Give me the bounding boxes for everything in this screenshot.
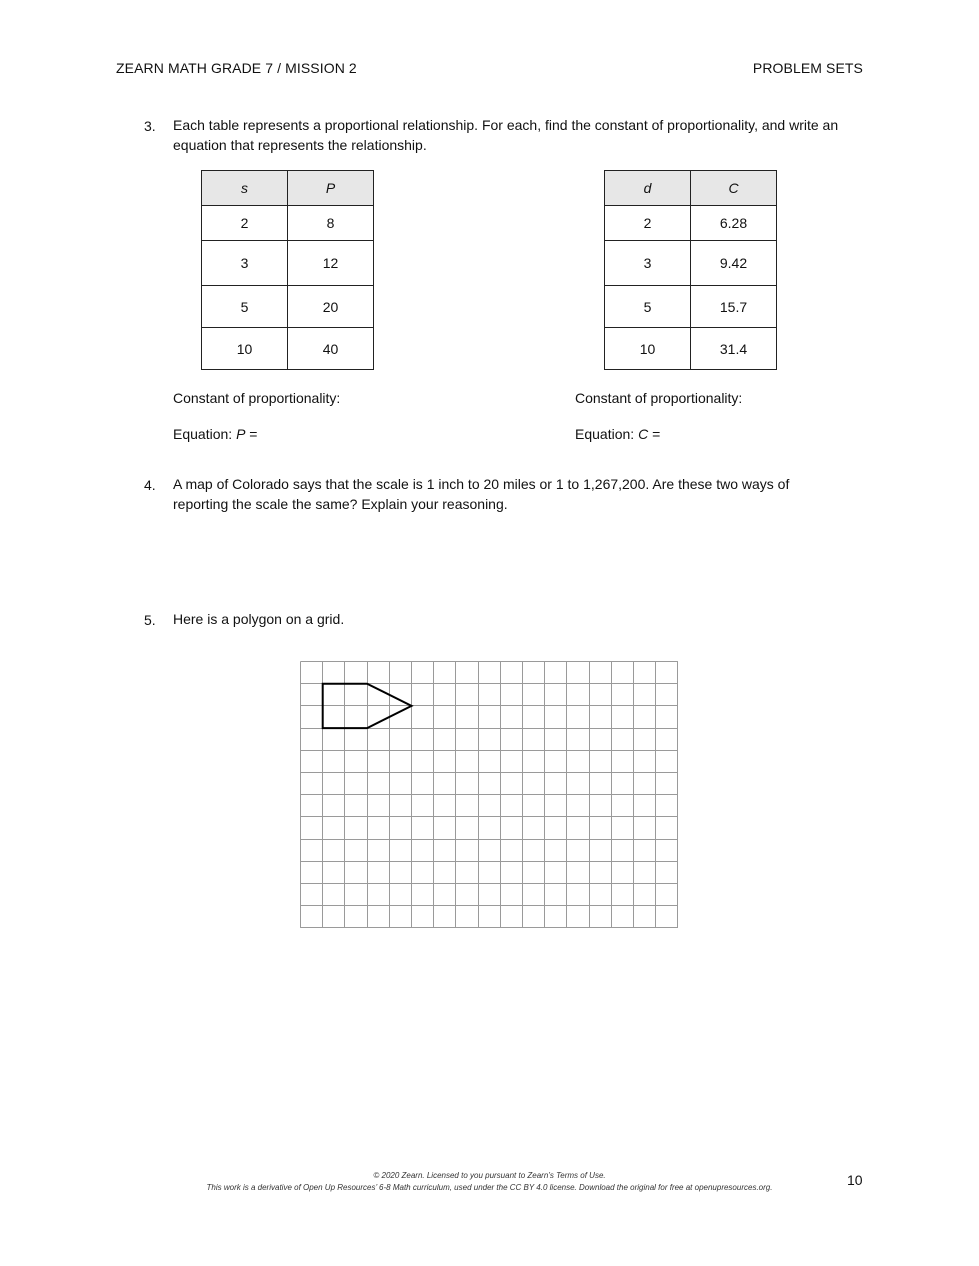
table-s-p bbox=[201, 170, 374, 370]
table2-cell: 10 bbox=[605, 328, 691, 370]
table2-cell: 9.42 bbox=[691, 241, 777, 286]
table2-cell: 2 bbox=[605, 206, 691, 241]
polygon-grid bbox=[300, 661, 678, 928]
table1-cell: 8 bbox=[288, 206, 374, 241]
table1-cell: 40 bbox=[288, 328, 374, 370]
table2-cell: 5 bbox=[605, 286, 691, 328]
table2-header-c: C bbox=[691, 171, 777, 206]
constant-label-2: Constant of proportionality: bbox=[575, 390, 743, 406]
question-5-text: Here is a polygon on a grid. bbox=[173, 611, 345, 627]
table2-header-d: d bbox=[605, 171, 691, 206]
equation-variable-c: C bbox=[638, 426, 649, 442]
equation-word: Equation: bbox=[173, 426, 233, 442]
equation-label-1 bbox=[173, 426, 257, 442]
equals-sign: = bbox=[245, 426, 258, 442]
header-title: ZEARN MATH GRADE 7 / MISSION 2 bbox=[116, 60, 357, 76]
footer-license: This work is a derivative of Open Up Resources’ 6-8 Math curriculum, used under the CC BY 4.0 license. Download the original for free at openupresources.org. bbox=[206, 1183, 773, 1192]
question-4-number: 4. bbox=[144, 477, 156, 493]
question-3-text: Each table represents a proportional relationship. For each, find the constant of proportionality, and write an equation that represents the relationship. bbox=[173, 117, 839, 153]
table1-cell: 10 bbox=[202, 328, 288, 370]
table1-header-s: s bbox=[202, 171, 288, 206]
table1-cell: 12 bbox=[288, 241, 374, 286]
header-section: PROBLEM SETS bbox=[752, 60, 863, 76]
table1-cell: 5 bbox=[202, 286, 288, 328]
table2-cell: 6.28 bbox=[691, 206, 777, 241]
page-number: 10 bbox=[847, 1172, 863, 1188]
table2-cell: 15.7 bbox=[691, 286, 777, 328]
question-4-text: A map of Colorado says that the scale is 1 inch to 20 miles or 1 to 1,267,200. Are these two ways of reporting the scale the same? Explain your reasoning. bbox=[173, 476, 790, 512]
constant-label-1: Constant of proportionality: bbox=[173, 390, 341, 406]
question-3-number: 3. bbox=[144, 118, 156, 134]
table1-cell: 3 bbox=[202, 241, 288, 286]
grid-lines bbox=[301, 662, 678, 928]
equation-label-2 bbox=[575, 426, 660, 442]
table-d-c bbox=[604, 170, 777, 370]
table1-cell: 20 bbox=[288, 286, 374, 328]
equation-word: Equation: bbox=[575, 426, 635, 442]
question-5-number: 5. bbox=[144, 612, 156, 628]
equation-variable-p: P bbox=[236, 426, 246, 442]
table2-cell: 31.4 bbox=[691, 328, 777, 370]
table2-cell: 3 bbox=[605, 241, 691, 286]
table1-cell: 2 bbox=[202, 206, 288, 241]
table1-header-p: P bbox=[288, 171, 374, 206]
footer-copyright: © 2020 Zearn. Licensed to you pursuant to Zearn’s Terms of Use. bbox=[373, 1171, 606, 1180]
equals-sign: = bbox=[648, 426, 661, 442]
